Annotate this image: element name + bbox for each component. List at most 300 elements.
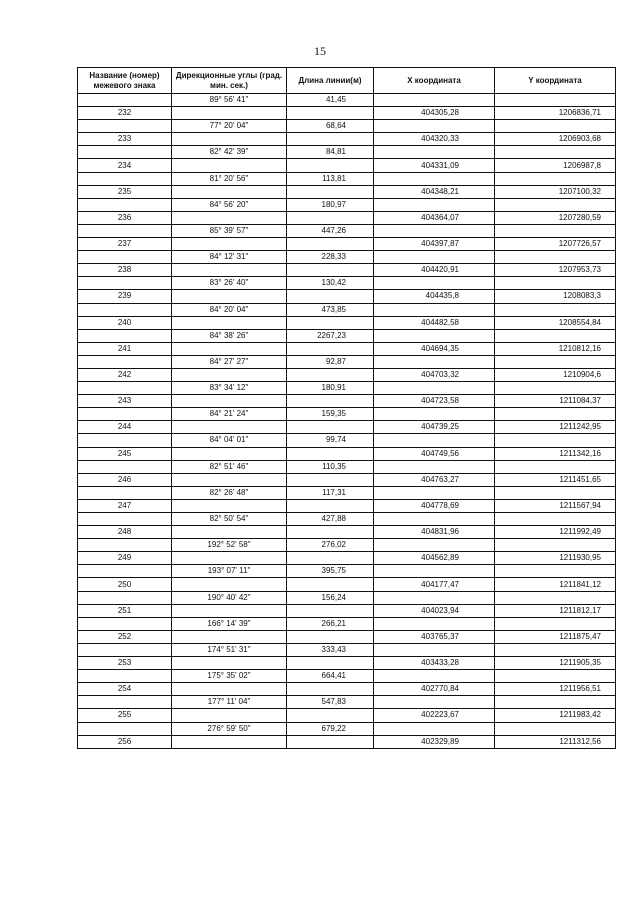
cell-x-coordinate: 404482,58	[374, 316, 495, 329]
cell-x-coordinate	[374, 146, 495, 159]
cell-mark-name: 244	[78, 421, 172, 434]
cell-x-coordinate	[374, 434, 495, 447]
cell-line-length	[287, 657, 374, 670]
cell-directional-angle: 84° 38' 26"	[172, 329, 287, 342]
cell-mark-name: 236	[78, 211, 172, 224]
table-row	[78, 486, 616, 499]
cell-x-coordinate	[374, 696, 495, 709]
table-row	[78, 303, 616, 316]
table-row	[78, 251, 616, 264]
cell-line-length: 664,41	[287, 670, 374, 683]
cell-line-length: 395,75	[287, 565, 374, 578]
cell-x-coordinate	[374, 460, 495, 473]
cell-x-coordinate: 404763,27	[374, 473, 495, 486]
cell-directional-angle	[172, 185, 287, 198]
cell-x-coordinate: 402223,67	[374, 709, 495, 722]
cell-x-coordinate: 404420,91	[374, 264, 495, 277]
cell-mark-name: 238	[78, 264, 172, 277]
cell-x-coordinate: 404364,07	[374, 211, 495, 224]
table-row	[78, 316, 616, 329]
cell-y-coordinate: 1211812,17	[495, 604, 616, 617]
cell-mark-name	[78, 565, 172, 578]
cell-mark-name: 246	[78, 473, 172, 486]
cell-y-coordinate	[495, 539, 616, 552]
cell-x-coordinate: 404749,56	[374, 447, 495, 460]
table-row	[78, 696, 616, 709]
cell-mark-name: 234	[78, 159, 172, 172]
cell-line-length: 99,74	[287, 434, 374, 447]
cell-mark-name	[78, 486, 172, 499]
cell-mark-name: 248	[78, 526, 172, 539]
cell-x-coordinate: 404778,69	[374, 499, 495, 512]
cell-directional-angle: 82° 42' 39"	[172, 146, 287, 159]
cell-x-coordinate: 403433,28	[374, 657, 495, 670]
cell-mark-name: 232	[78, 107, 172, 120]
table-row	[78, 447, 616, 460]
cell-y-coordinate	[495, 172, 616, 185]
cell-y-coordinate: 1211242,95	[495, 421, 616, 434]
table-row	[78, 709, 616, 722]
table-row	[78, 198, 616, 211]
cell-directional-angle	[172, 473, 287, 486]
cell-x-coordinate	[374, 722, 495, 735]
cell-line-length	[287, 735, 374, 748]
header-y-coordinate: Y координата	[495, 68, 616, 94]
cell-x-coordinate: 404397,87	[374, 238, 495, 251]
cell-mark-name: 256	[78, 735, 172, 748]
cell-y-coordinate: 1211451,65	[495, 473, 616, 486]
table-row	[78, 473, 616, 486]
cell-mark-name	[78, 670, 172, 683]
table-row	[78, 421, 616, 434]
cell-directional-angle	[172, 316, 287, 329]
cell-directional-angle	[172, 447, 287, 460]
cell-line-length	[287, 211, 374, 224]
table-row	[78, 460, 616, 473]
cell-directional-angle: 82° 51' 46"	[172, 460, 287, 473]
cell-x-coordinate	[374, 486, 495, 499]
cell-directional-angle: 83° 34' 12"	[172, 382, 287, 395]
cell-line-length	[287, 683, 374, 696]
cell-directional-angle: 166° 14' 39"	[172, 617, 287, 630]
cell-mark-name: 233	[78, 133, 172, 146]
cell-x-coordinate: 404305,28	[374, 107, 495, 120]
cell-directional-angle	[172, 604, 287, 617]
table-row	[78, 670, 616, 683]
cell-x-coordinate: 404320,33	[374, 133, 495, 146]
cell-mark-name	[78, 434, 172, 447]
cell-directional-angle: 89° 56' 41"	[172, 94, 287, 107]
table-row	[78, 107, 616, 120]
cell-y-coordinate: 1211905,35	[495, 657, 616, 670]
cell-directional-angle	[172, 211, 287, 224]
cell-y-coordinate	[495, 120, 616, 133]
cell-line-length: 447,26	[287, 224, 374, 237]
table-row	[78, 159, 616, 172]
cell-mark-name: 245	[78, 447, 172, 460]
cell-directional-angle: 82° 26' 48"	[172, 486, 287, 499]
cell-mark-name: 253	[78, 657, 172, 670]
table-row	[78, 368, 616, 381]
cell-x-coordinate	[374, 94, 495, 107]
cell-x-coordinate	[374, 617, 495, 630]
cell-mark-name	[78, 146, 172, 159]
table-body	[78, 94, 616, 749]
cell-mark-name	[78, 198, 172, 211]
table-row	[78, 94, 616, 107]
cell-y-coordinate	[495, 670, 616, 683]
cell-line-length: 473,85	[287, 303, 374, 316]
cell-x-coordinate: 402329,89	[374, 735, 495, 748]
cell-mark-name: 242	[78, 368, 172, 381]
table-row	[78, 172, 616, 185]
cell-x-coordinate	[374, 513, 495, 526]
cell-y-coordinate: 1206903,68	[495, 133, 616, 146]
cell-directional-angle	[172, 683, 287, 696]
cell-directional-angle: 192° 52' 58"	[172, 539, 287, 552]
cell-directional-angle: 276° 59' 50"	[172, 722, 287, 735]
cell-directional-angle: 84° 27' 27"	[172, 355, 287, 368]
cell-y-coordinate	[495, 696, 616, 709]
cell-x-coordinate	[374, 643, 495, 656]
cell-directional-angle	[172, 657, 287, 670]
cell-x-coordinate	[374, 355, 495, 368]
cell-y-coordinate: 1208554,84	[495, 316, 616, 329]
cell-y-coordinate	[495, 146, 616, 159]
cell-line-length: 110,35	[287, 460, 374, 473]
cell-line-length: 333,43	[287, 643, 374, 656]
table-row	[78, 264, 616, 277]
cell-mark-name	[78, 643, 172, 656]
cell-line-length	[287, 578, 374, 591]
header-directional-angle: Дирекционные углы (град. мин. сек.)	[172, 68, 287, 94]
table-row	[78, 290, 616, 303]
cell-directional-angle	[172, 107, 287, 120]
cell-y-coordinate	[495, 277, 616, 290]
cell-y-coordinate	[495, 382, 616, 395]
table-row	[78, 617, 616, 630]
cell-directional-angle	[172, 290, 287, 303]
table-row	[78, 513, 616, 526]
cell-y-coordinate: 1211930,95	[495, 552, 616, 565]
cell-line-length	[287, 421, 374, 434]
cell-mark-name: 251	[78, 604, 172, 617]
cell-y-coordinate	[495, 224, 616, 237]
table-row	[78, 277, 616, 290]
cell-line-length	[287, 290, 374, 303]
cell-directional-angle: 77° 20' 04"	[172, 120, 287, 133]
cell-mark-name	[78, 120, 172, 133]
cell-y-coordinate	[495, 486, 616, 499]
table-row	[78, 395, 616, 408]
cell-directional-angle	[172, 709, 287, 722]
cell-y-coordinate	[495, 513, 616, 526]
cell-x-coordinate: 404331,09	[374, 159, 495, 172]
table-row	[78, 238, 616, 251]
cell-line-length	[287, 552, 374, 565]
cell-y-coordinate	[495, 565, 616, 578]
cell-y-coordinate: 1207280,59	[495, 211, 616, 224]
cell-line-length: 679,22	[287, 722, 374, 735]
cell-directional-angle: 190° 40' 42"	[172, 591, 287, 604]
cell-line-length	[287, 238, 374, 251]
cell-x-coordinate	[374, 591, 495, 604]
cell-directional-angle	[172, 238, 287, 251]
table-row	[78, 120, 616, 133]
cell-directional-angle	[172, 395, 287, 408]
cell-mark-name: 243	[78, 395, 172, 408]
cell-y-coordinate	[495, 355, 616, 368]
cell-line-length	[287, 526, 374, 539]
cell-line-length: 2267,23	[287, 329, 374, 342]
header-boundary-mark-name: Название (номер) межевого знака	[78, 68, 172, 94]
cell-line-length	[287, 368, 374, 381]
cell-mark-name: 254	[78, 683, 172, 696]
cell-directional-angle: 84° 21' 24"	[172, 408, 287, 421]
cell-line-length	[287, 447, 374, 460]
table-row	[78, 408, 616, 421]
cell-mark-name	[78, 251, 172, 264]
cell-y-coordinate: 1211992,49	[495, 526, 616, 539]
cell-x-coordinate	[374, 670, 495, 683]
cell-mark-name: 240	[78, 316, 172, 329]
cell-directional-angle: 193° 07' 11"	[172, 565, 287, 578]
table-row	[78, 591, 616, 604]
cell-x-coordinate	[374, 303, 495, 316]
table-row	[78, 355, 616, 368]
cell-y-coordinate: 1211567,94	[495, 499, 616, 512]
cell-mark-name	[78, 172, 172, 185]
header-line-length: Длина линии(м)	[287, 68, 374, 94]
cell-y-coordinate	[495, 722, 616, 735]
cell-line-length	[287, 107, 374, 120]
cell-x-coordinate: 404562,89	[374, 552, 495, 565]
cell-directional-angle	[172, 421, 287, 434]
table-row	[78, 146, 616, 159]
cell-mark-name	[78, 722, 172, 735]
cell-line-length	[287, 499, 374, 512]
cell-directional-angle	[172, 133, 287, 146]
table-row	[78, 434, 616, 447]
table-row	[78, 224, 616, 237]
cell-line-length	[287, 133, 374, 146]
table-row	[78, 735, 616, 748]
table-row	[78, 604, 616, 617]
cell-mark-name	[78, 382, 172, 395]
cell-mark-name	[78, 696, 172, 709]
cell-line-length: 117,31	[287, 486, 374, 499]
cell-line-length: 84,81	[287, 146, 374, 159]
table-row	[78, 565, 616, 578]
cell-y-coordinate	[495, 251, 616, 264]
cell-x-coordinate	[374, 198, 495, 211]
cell-directional-angle	[172, 159, 287, 172]
cell-mark-name: 252	[78, 630, 172, 643]
cell-line-length: 92,87	[287, 355, 374, 368]
table-row	[78, 683, 616, 696]
table-row	[78, 211, 616, 224]
cell-line-length: 68,64	[287, 120, 374, 133]
cell-line-length: 41,45	[287, 94, 374, 107]
cell-mark-name	[78, 591, 172, 604]
cell-line-length	[287, 473, 374, 486]
cell-directional-angle: 84° 56' 20"	[172, 198, 287, 211]
cell-y-coordinate	[495, 643, 616, 656]
cell-x-coordinate	[374, 251, 495, 264]
cell-mark-name	[78, 539, 172, 552]
cell-mark-name: 235	[78, 185, 172, 198]
cell-mark-name: 247	[78, 499, 172, 512]
cell-line-length: 228,33	[287, 251, 374, 264]
cell-mark-name	[78, 224, 172, 237]
cell-mark-name: 239	[78, 290, 172, 303]
cell-mark-name	[78, 408, 172, 421]
cell-x-coordinate	[374, 172, 495, 185]
cell-y-coordinate	[495, 303, 616, 316]
table-row	[78, 329, 616, 342]
cell-x-coordinate: 404703,32	[374, 368, 495, 381]
cell-directional-angle	[172, 630, 287, 643]
table-row	[78, 185, 616, 198]
cell-directional-angle: 175° 35' 02"	[172, 670, 287, 683]
table-row	[78, 643, 616, 656]
cell-line-length	[287, 342, 374, 355]
cell-line-length: 266,21	[287, 617, 374, 630]
cell-directional-angle	[172, 735, 287, 748]
cell-y-coordinate	[495, 460, 616, 473]
cell-line-length: 159,35	[287, 408, 374, 421]
cell-y-coordinate: 1210904,6	[495, 368, 616, 381]
cell-mark-name	[78, 355, 172, 368]
table-row	[78, 630, 616, 643]
cell-line-length	[287, 604, 374, 617]
cell-x-coordinate: 404694,35	[374, 342, 495, 355]
cell-line-length: 547,83	[287, 696, 374, 709]
cell-directional-angle: 174° 51' 31"	[172, 643, 287, 656]
cell-directional-angle: 85° 39' 57"	[172, 224, 287, 237]
cell-directional-angle: 177° 11' 04"	[172, 696, 287, 709]
cell-directional-angle: 84° 04' 01"	[172, 434, 287, 447]
cell-mark-name: 255	[78, 709, 172, 722]
cell-x-coordinate: 404739,25	[374, 421, 495, 434]
cell-mark-name	[78, 329, 172, 342]
cell-x-coordinate: 403765,37	[374, 630, 495, 643]
cell-directional-angle	[172, 264, 287, 277]
cell-x-coordinate: 404435,8	[374, 290, 495, 303]
table-row	[78, 526, 616, 539]
cell-y-coordinate	[495, 408, 616, 421]
cell-mark-name	[78, 277, 172, 290]
cell-mark-name: 250	[78, 578, 172, 591]
table-row	[78, 657, 616, 670]
cell-y-coordinate: 1211841,12	[495, 578, 616, 591]
cell-mark-name	[78, 617, 172, 630]
cell-line-length: 180,97	[287, 198, 374, 211]
cell-y-coordinate: 1211084,37	[495, 395, 616, 408]
table-row	[78, 578, 616, 591]
cell-directional-angle	[172, 499, 287, 512]
cell-x-coordinate	[374, 120, 495, 133]
cell-y-coordinate	[495, 94, 616, 107]
page-number: 15	[314, 44, 326, 58]
cell-directional-angle	[172, 368, 287, 381]
cell-y-coordinate: 1211312,56	[495, 735, 616, 748]
cell-x-coordinate: 404348,21	[374, 185, 495, 198]
cell-mark-name	[78, 94, 172, 107]
cell-mark-name	[78, 303, 172, 316]
cell-mark-name: 237	[78, 238, 172, 251]
table-row	[78, 342, 616, 355]
cell-mark-name: 241	[78, 342, 172, 355]
cell-y-coordinate	[495, 591, 616, 604]
table-row	[78, 722, 616, 735]
table-row	[78, 552, 616, 565]
cell-line-length	[287, 395, 374, 408]
cell-y-coordinate: 1206987,8	[495, 159, 616, 172]
cell-directional-angle	[172, 342, 287, 355]
header-x-coordinate: X координата	[374, 68, 495, 94]
cell-line-length: 180,91	[287, 382, 374, 395]
cell-y-coordinate: 1206836,71	[495, 107, 616, 120]
cell-line-length	[287, 630, 374, 643]
boundary-coordinates-table	[77, 67, 616, 749]
cell-x-coordinate	[374, 329, 495, 342]
cell-x-coordinate	[374, 565, 495, 578]
cell-y-coordinate: 1208083,3	[495, 290, 616, 303]
table-row	[78, 382, 616, 395]
cell-line-length	[287, 159, 374, 172]
table-row	[78, 499, 616, 512]
cell-x-coordinate: 404723,58	[374, 395, 495, 408]
cell-y-coordinate: 1207726,57	[495, 238, 616, 251]
cell-directional-angle: 84° 12' 31"	[172, 251, 287, 264]
cell-y-coordinate: 1210812,16	[495, 342, 616, 355]
table-header-row	[78, 68, 616, 94]
cell-line-length: 113,81	[287, 172, 374, 185]
cell-y-coordinate: 1207953,73	[495, 264, 616, 277]
cell-directional-angle	[172, 552, 287, 565]
cell-line-length	[287, 264, 374, 277]
cell-y-coordinate: 1207100,32	[495, 185, 616, 198]
cell-x-coordinate	[374, 382, 495, 395]
cell-x-coordinate: 404023,94	[374, 604, 495, 617]
cell-x-coordinate: 402770,84	[374, 683, 495, 696]
cell-y-coordinate: 1211342,16	[495, 447, 616, 460]
cell-directional-angle: 82° 50' 54"	[172, 513, 287, 526]
cell-x-coordinate	[374, 277, 495, 290]
cell-line-length	[287, 316, 374, 329]
cell-line-length: 427,88	[287, 513, 374, 526]
cell-x-coordinate: 404831,96	[374, 526, 495, 539]
cell-line-length: 130,42	[287, 277, 374, 290]
cell-line-length: 276,02	[287, 539, 374, 552]
cell-x-coordinate: 404177,47	[374, 578, 495, 591]
cell-y-coordinate	[495, 198, 616, 211]
cell-directional-angle	[172, 578, 287, 591]
table-row	[78, 133, 616, 146]
cell-directional-angle: 81° 20' 56"	[172, 172, 287, 185]
cell-y-coordinate: 1211983,42	[495, 709, 616, 722]
cell-y-coordinate	[495, 434, 616, 447]
cell-directional-angle: 83° 26' 40"	[172, 277, 287, 290]
cell-y-coordinate: 1211956,51	[495, 683, 616, 696]
cell-mark-name	[78, 513, 172, 526]
cell-y-coordinate: 1211875,47	[495, 630, 616, 643]
cell-line-length	[287, 709, 374, 722]
cell-directional-angle	[172, 526, 287, 539]
cell-x-coordinate	[374, 408, 495, 421]
cell-y-coordinate	[495, 617, 616, 630]
